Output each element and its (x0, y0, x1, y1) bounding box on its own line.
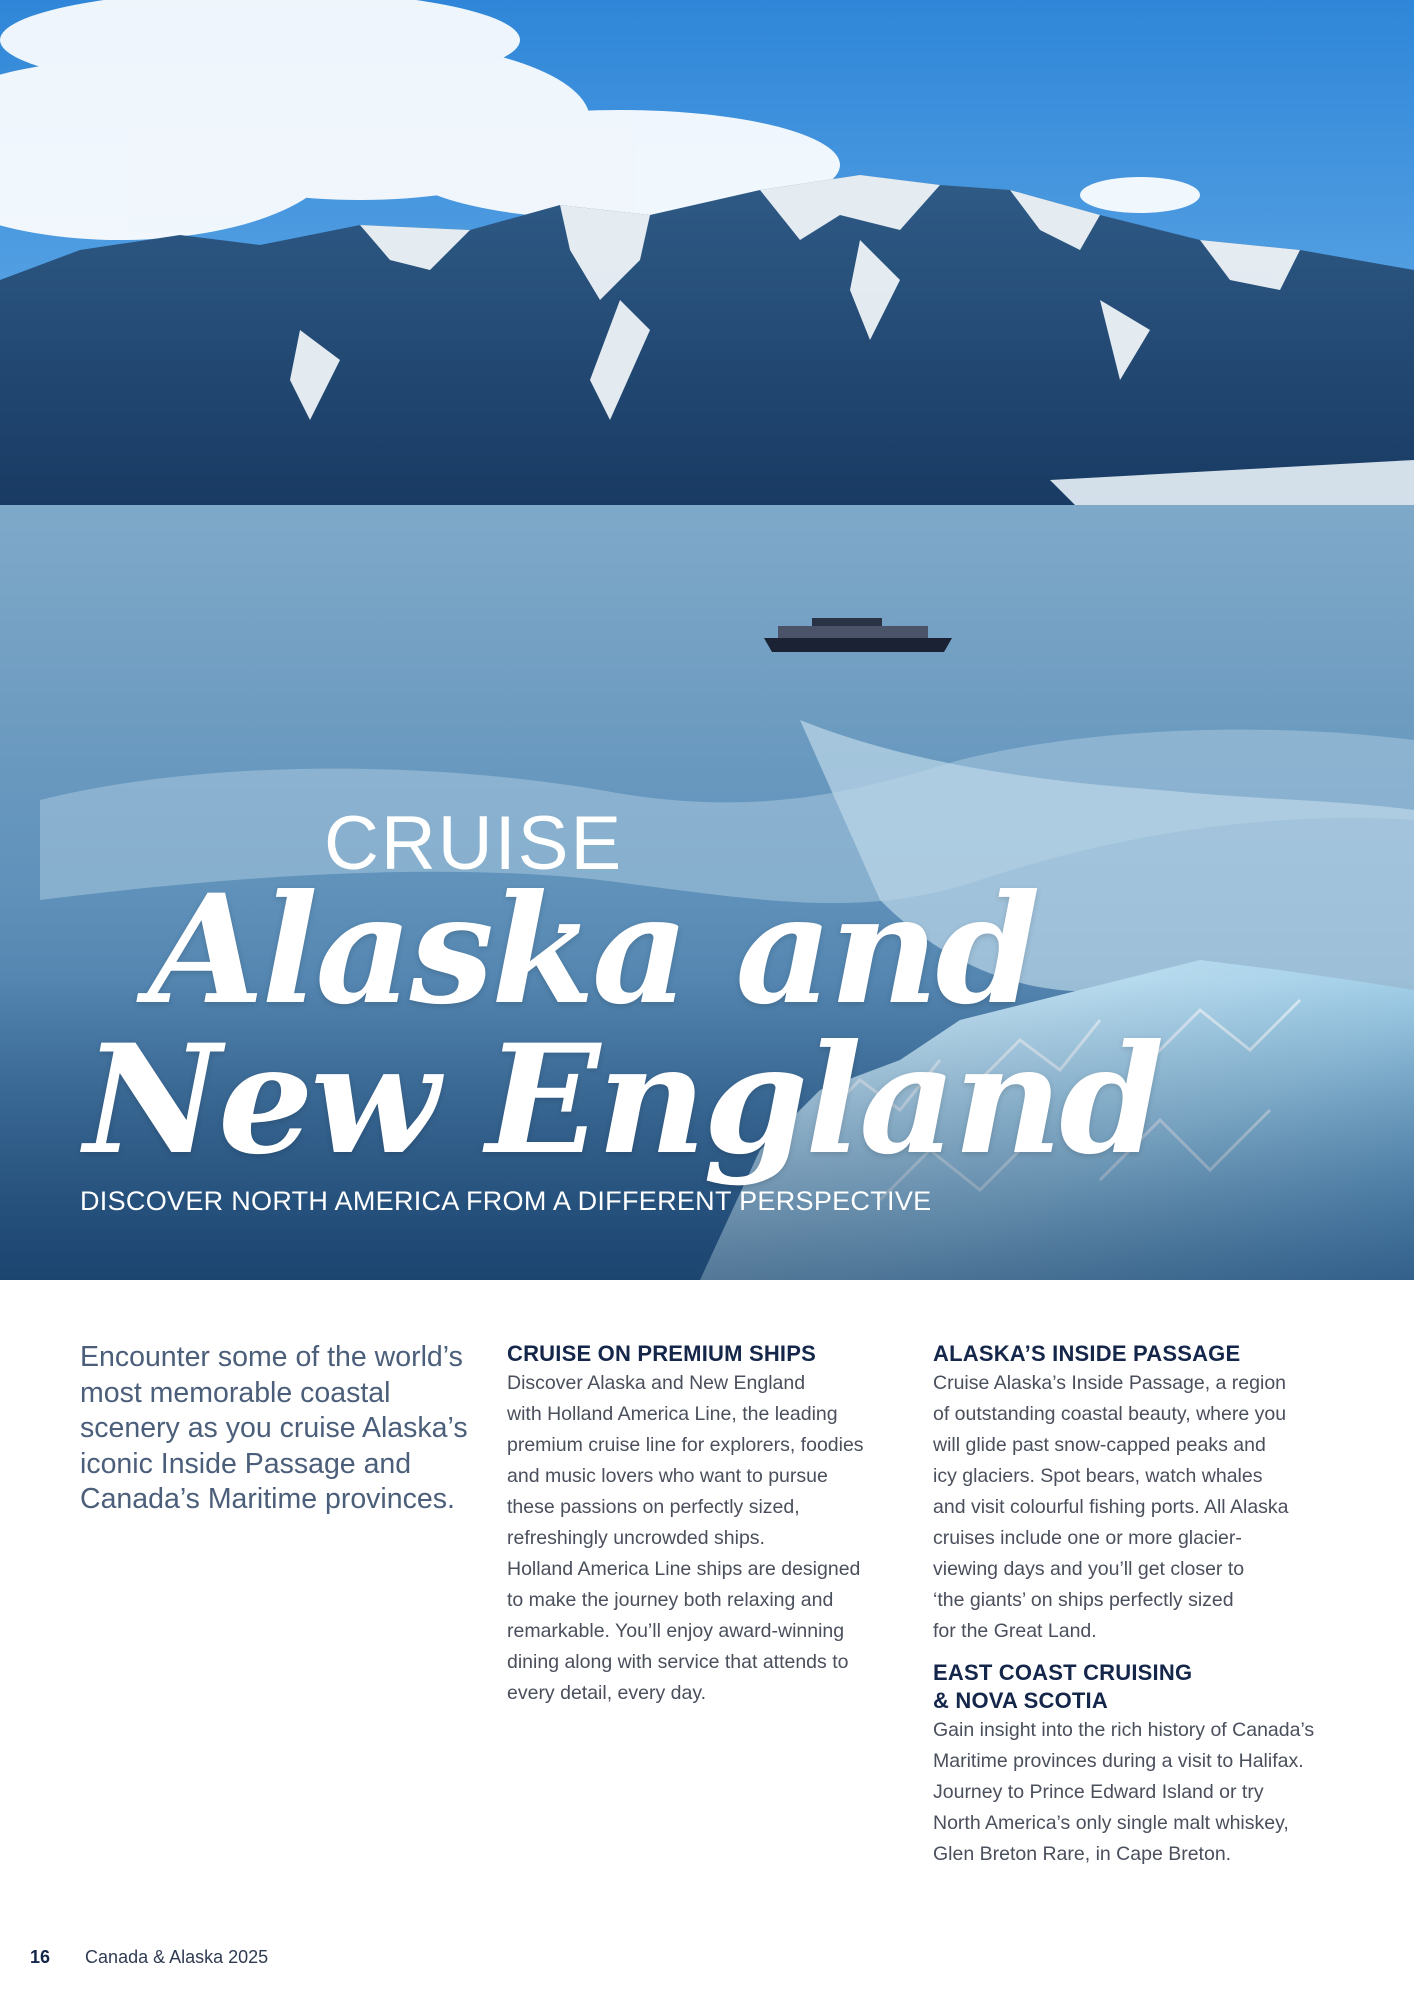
hero-tagline: DISCOVER NORTH AMERICA FROM A DIFFERENT PERSPECTIVE (80, 1186, 932, 1216)
page-footer (30, 1947, 268, 1968)
intro-paragraph: Encounter some of the world’s most memorable coastal scenery as you cruise Alaska’s iconic Inside Passage and Canada’s Maritime provinces. (80, 1341, 468, 1515)
title-kicker: CRUISE (324, 801, 624, 886)
page-number: 16 (30, 1947, 51, 1967)
section-heading: CRUISE ON PREMIUM SHIPS (507, 1341, 816, 1366)
section-body: Cruise Alaska’s Inside Passage, a region of outstanding coastal beauty, where you will glide past snow-capped peaks and icy glaciers. Spot bears, watch whales and visit colourful fishing ports. All Alaska cruises include one or more glacier- viewing days and you’ll get closer to ‘the giants’ on ships perfectly sized for the Great Land. (933, 1372, 1289, 1642)
title-script-line-2: New England (84, 1012, 1162, 1188)
column-premium-ships (507, 1340, 917, 1709)
section-heading: EAST COAST CRUISING & NOVA SCOTIA (933, 1660, 1193, 1713)
publication-title: Canada & Alaska 2025 (85, 1947, 269, 1967)
title-script-line-1: Alaska and (148, 862, 1038, 1038)
column-regions (933, 1340, 1353, 1870)
section-heading: ALASKA’S INSIDE PASSAGE (933, 1341, 1241, 1366)
section-body: Discover Alaska and New England with Holland America Line, the leading premium cruise line for explorers, foodies and music lovers who want to pursue these passions on perfectly sized, refreshingly uncrowded ships. Holland America Line ships are designed to make the journey both relaxing and remarkable. You’ll enjoy award-winning dining along with service that attends to every detail, every day. (507, 1372, 864, 1704)
section-body: Gain insight into the rich history of Canada’s Maritime provinces during a visit to Halifax. Journey to Prince Edward Island or try North America’s only single malt whiskey, Glen Breton Rare, in Cape Breton. (933, 1719, 1315, 1865)
